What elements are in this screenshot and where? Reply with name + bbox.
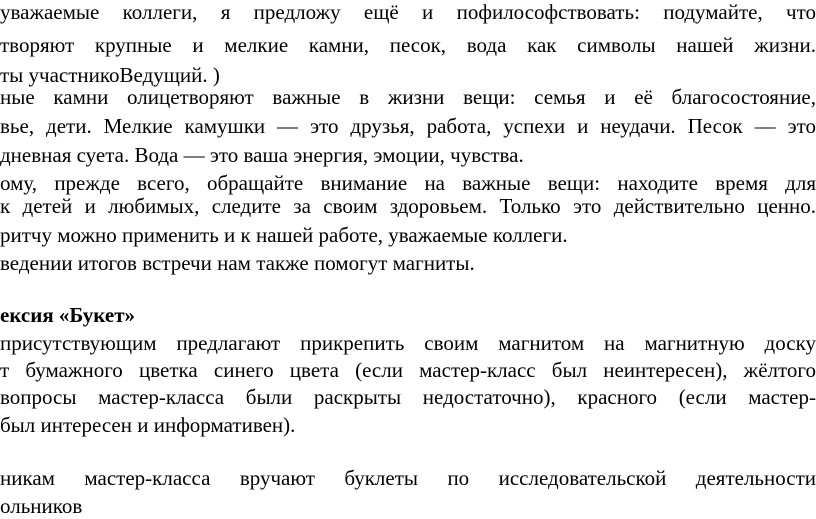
paragraph-line: вопросы мастер-класса были раскрыты недостаточно), красного (если мастер- (0, 385, 816, 409)
paragraph-line: дневная суета. Вода — это ваша энергия, эмоции, чувства. (0, 143, 524, 167)
paragraph-line: ритчу можно применить и к нашей работе, уважаемые коллеги. (0, 223, 568, 247)
paragraph-line: ведении итогов встречи нам также помогут магниты. (0, 251, 475, 275)
paragraph-line: ты участникоВедущий. ) (0, 63, 220, 87)
section-heading: ексия «Букет» (0, 303, 136, 327)
paragraph-line: уважаемые коллеги, я предложу ещё и пофилософствовать: подумайте, что (0, 0, 816, 24)
paragraph-line: ому, прежде всего, обращайте внимание на важные вещи: находите время для (0, 171, 816, 195)
paragraph-line: ольников (0, 494, 83, 518)
paragraph-line: творяют крупные и мелкие камни, песок, вода как символы нашей жизни. (0, 33, 816, 57)
paragraph-line: к детей и любимых, следите за своим здоровьем. Только это действительно ценно. (0, 194, 816, 218)
paragraph-line: был интересен и информативен). (0, 413, 296, 437)
paragraph-line: вье, дети. Мелкие камушки — это друзья, работа, успехи и неудачи. Песок — это (0, 114, 816, 138)
paragraph-line: никам мастер-класса вручают буклеты по исследовательской деятельности (0, 466, 816, 490)
paragraph-line: ные камни олицетворяют важные в жизни вещи: семья и её благосостояние, (0, 85, 816, 109)
paragraph-line: т бумажного цветка синего цвета (если мастер-класс был неинтересен), жёлтого (0, 358, 816, 382)
paragraph-line: присутствующим предлагают прикрепить своим магнитом на магнитную доску (0, 331, 816, 355)
